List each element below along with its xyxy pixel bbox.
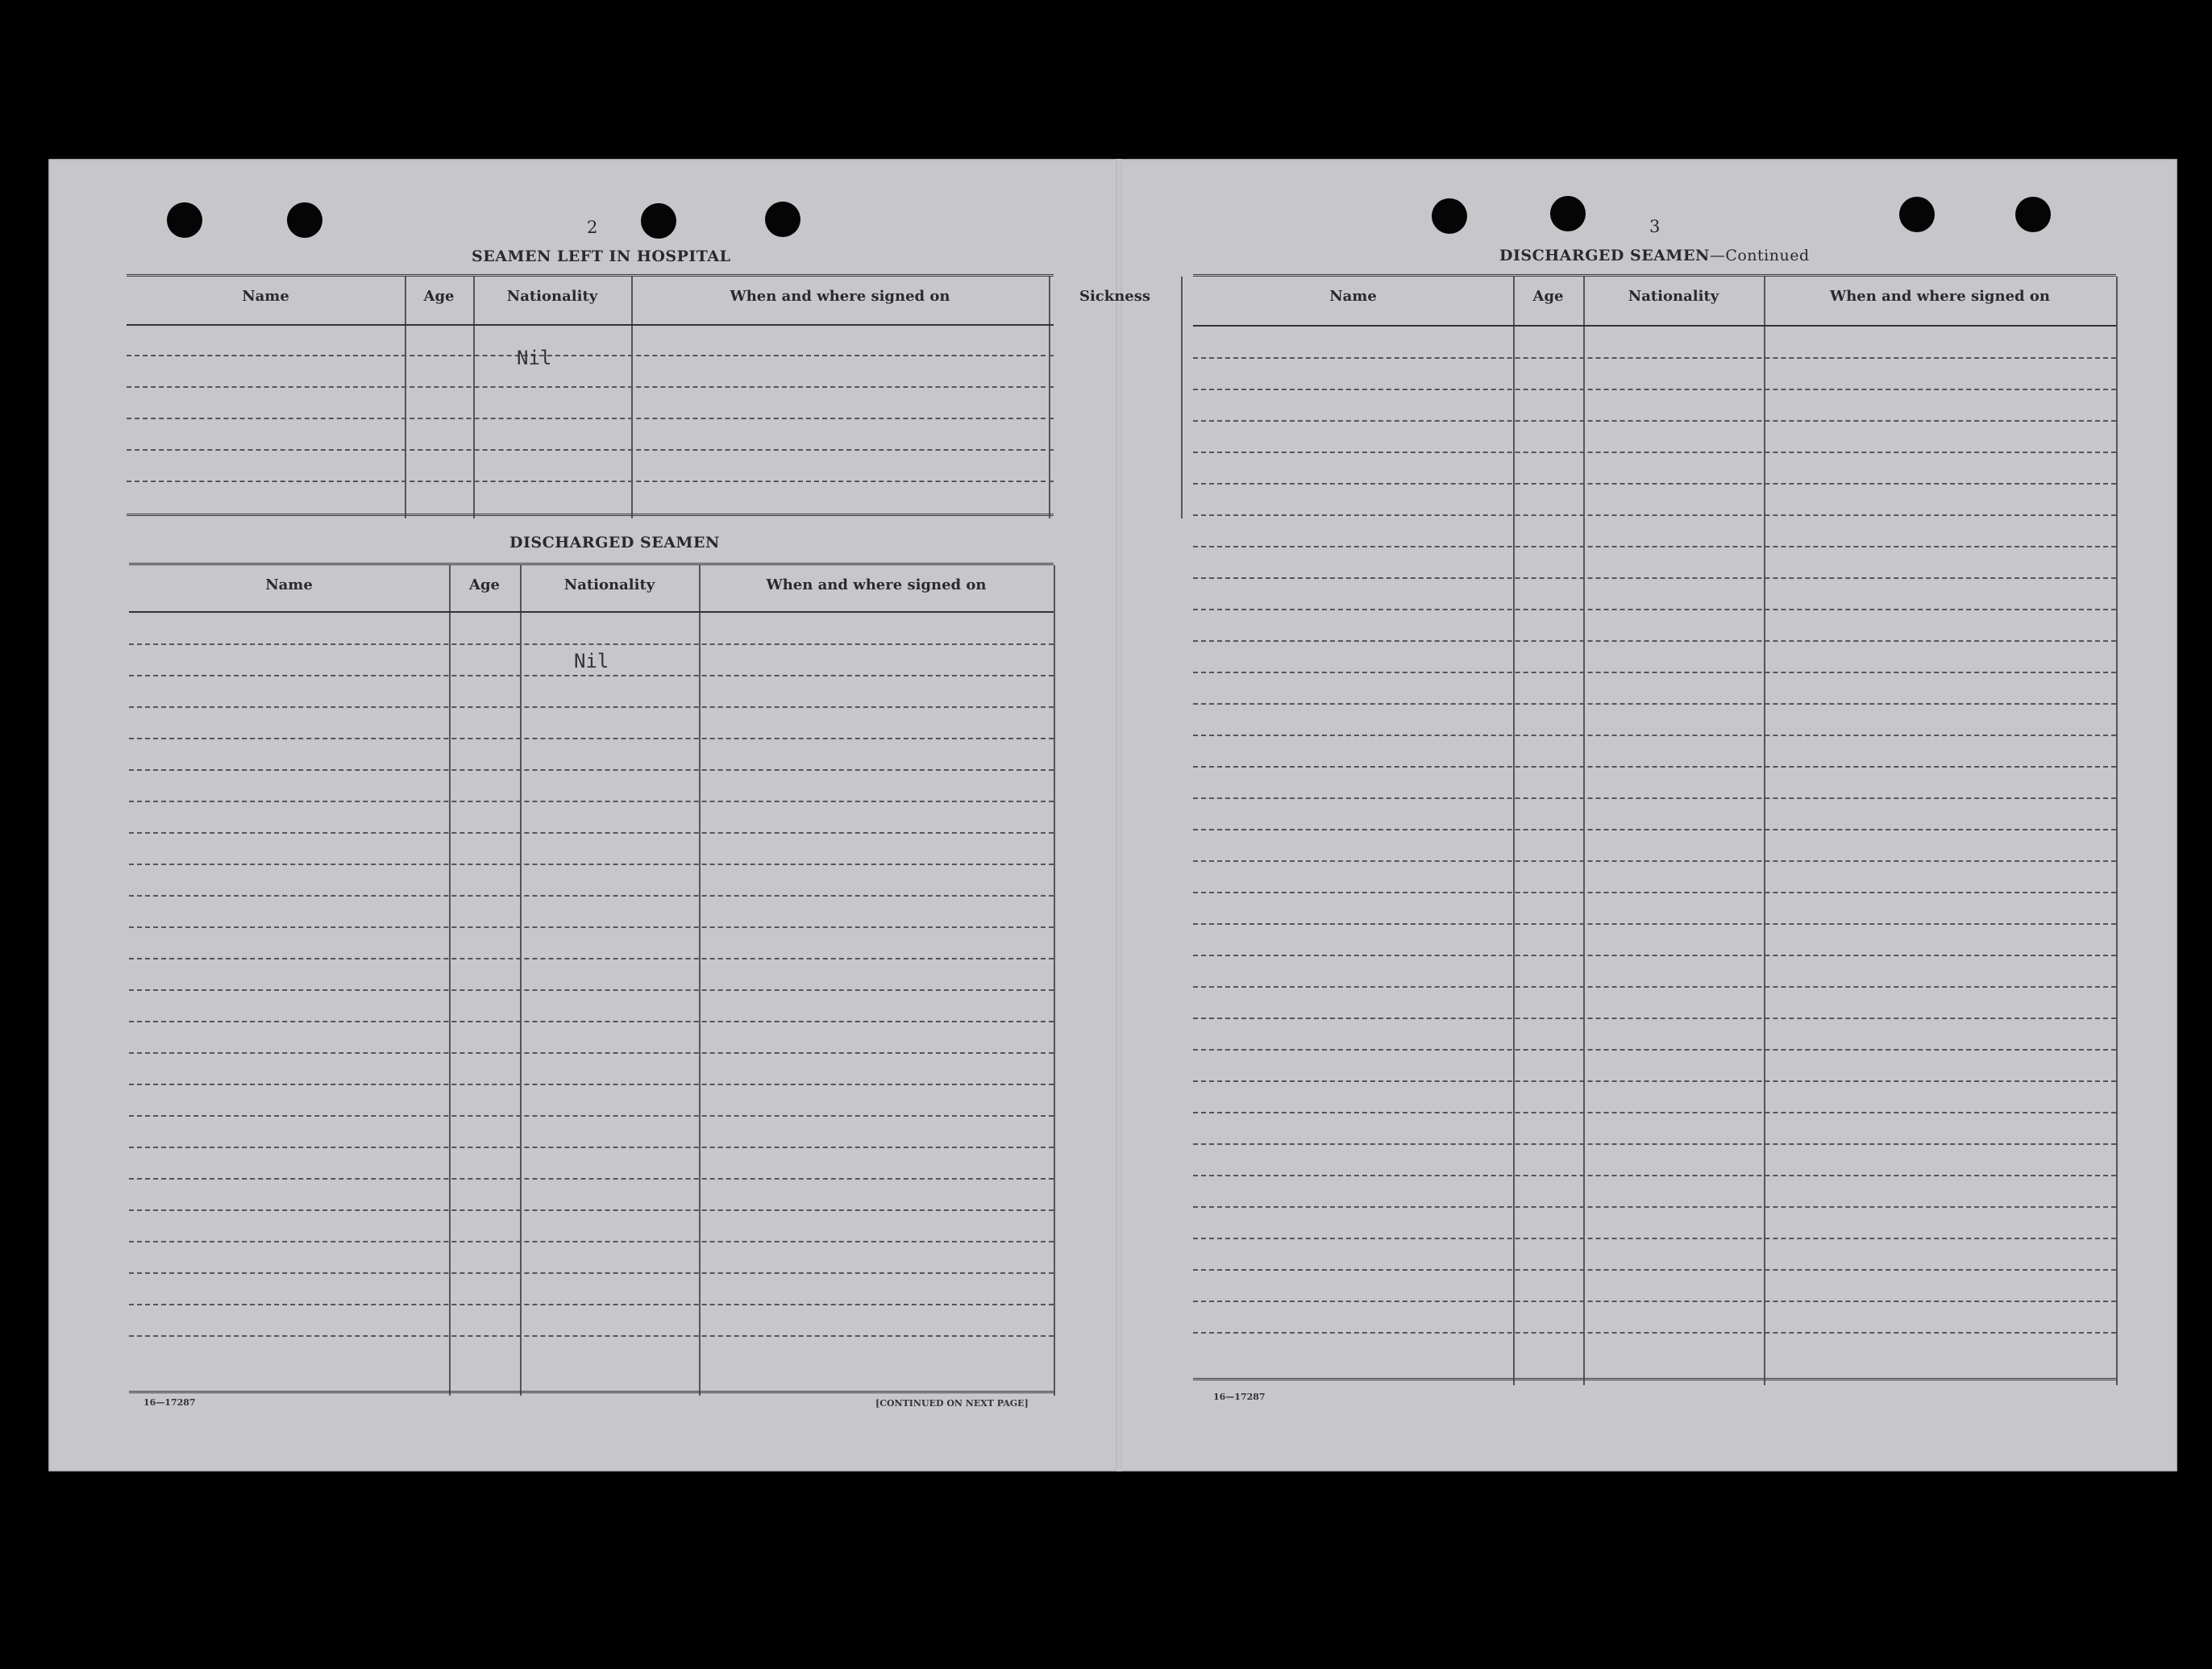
table-row: [1193, 1238, 2116, 1239]
table-row: [1193, 1175, 2116, 1176]
column-header: When and where signed on: [730, 288, 950, 305]
column-header: Nationality: [506, 288, 598, 305]
column-header: When and where signed on: [1830, 288, 2050, 305]
left-form-number: 16—17287: [143, 1397, 196, 1408]
hospital-nil-entry: Nil: [517, 347, 552, 369]
continued-note: [CONTINUED ON NEXT PAGE]: [875, 1398, 1029, 1409]
right-page-number: 3: [1649, 217, 1661, 236]
hospital-table: [127, 274, 1151, 518]
right-title-suffix: —Continued: [1709, 247, 1810, 264]
table-row: [1193, 357, 2116, 359]
punch-hole: [287, 202, 322, 238]
column-header: Nationality: [1628, 288, 1719, 305]
table-row: [1193, 766, 2116, 768]
table-row: [127, 449, 1054, 451]
column-header: Age: [468, 576, 500, 593]
table-row: [1193, 735, 2116, 736]
table-row: [1193, 797, 2116, 799]
right-section-title: [1499, 247, 1810, 264]
table-row: [1193, 609, 2116, 610]
table-row: [1193, 514, 2116, 516]
table-row: [129, 1272, 1054, 1274]
table-row: [129, 1209, 1054, 1211]
table-row: [129, 1147, 1054, 1148]
punch-hole: [2015, 197, 2051, 232]
hospital-col-sickness: [1049, 277, 1183, 518]
table-row: [129, 1084, 1054, 1085]
table-row: [1193, 452, 2116, 453]
table-row: [127, 418, 1054, 419]
table-row: [1193, 389, 2116, 390]
table-row: [1193, 640, 2116, 642]
discharged-col-nationality: [520, 565, 701, 1396]
table-row: [1193, 672, 2116, 673]
right-title-main: DISCHARGED SEAMEN: [1499, 247, 1710, 264]
table-row: [1193, 986, 2116, 988]
table-row: [1193, 577, 2116, 579]
table-row: [129, 1052, 1054, 1054]
table-row: [129, 1335, 1054, 1337]
table-row: [129, 989, 1054, 991]
right-form-number: 16—17287: [1213, 1392, 1266, 1402]
hospital-col-age: [405, 277, 475, 518]
table-row: [127, 355, 1054, 356]
discharged-col-signed-on: [1764, 277, 2118, 1385]
table-row: [129, 801, 1054, 802]
table-row: [1193, 1049, 2116, 1051]
table-row: [129, 1178, 1054, 1180]
table-row: [129, 958, 1054, 959]
hospital-section-title: SEAMEN LEFT IN HOSPITAL: [472, 248, 731, 265]
punch-hole: [167, 202, 202, 238]
discharged-table-left: [129, 563, 1054, 1396]
table-row: [129, 1304, 1054, 1305]
table-row: [1193, 1112, 2116, 1113]
table-row: [129, 769, 1054, 771]
hospital-col-name: [127, 277, 406, 518]
discharged-col-age: [449, 565, 522, 1396]
table-row: [129, 1241, 1054, 1242]
table-row: [1193, 1018, 2116, 1019]
table-row: [129, 706, 1054, 708]
table-row: [129, 1115, 1054, 1117]
table-row: [1193, 703, 2116, 705]
table-row: [1193, 829, 2116, 830]
table-row: [1193, 923, 2116, 925]
discharged-col-nationality: [1583, 277, 1765, 1385]
hospital-col-nationality: [473, 277, 633, 518]
table-row: [127, 386, 1054, 388]
table-row: [1193, 420, 2116, 422]
punch-hole: [1550, 196, 1586, 231]
discharged-col-name: [129, 565, 451, 1396]
discharged-col-signed-on: [699, 565, 1055, 1396]
table-row: [129, 738, 1054, 739]
discharged-section-title: DISCHARGED SEAMEN: [509, 534, 720, 551]
column-header: Sickness: [1079, 288, 1151, 305]
left-page-number: 2: [587, 218, 598, 237]
discharged-col-age: [1513, 277, 1585, 1385]
table-row: [129, 1021, 1054, 1022]
table-row: [1193, 483, 2116, 485]
punch-hole: [1899, 197, 1935, 232]
table-row: [129, 643, 1054, 645]
table-row: [1193, 892, 2116, 893]
table-row: [129, 832, 1054, 834]
column-header: When and where signed on: [766, 576, 987, 593]
punch-hole: [1432, 198, 1467, 234]
punch-hole: [765, 202, 800, 237]
table-row: [129, 864, 1054, 865]
table-row: [129, 895, 1054, 897]
table-row: [129, 926, 1054, 928]
table-row: [1193, 1143, 2116, 1145]
table-row: [1193, 1206, 2116, 1208]
column-header: Age: [1532, 288, 1564, 305]
hospital-col-signed-on: [631, 277, 1050, 518]
column-header: Name: [242, 288, 289, 305]
table-row: [1193, 860, 2116, 862]
column-header: Age: [423, 288, 455, 305]
column-header: Name: [265, 576, 313, 593]
table-row: [1193, 1269, 2116, 1271]
table-row: [1193, 546, 2116, 547]
column-header: Nationality: [563, 576, 655, 593]
discharged-nil-entry: Nil: [574, 650, 609, 672]
table-row: [1193, 1301, 2116, 1302]
discharged-table-right: [1193, 274, 2116, 1385]
table-row: [127, 481, 1054, 482]
table-row: [129, 675, 1054, 676]
table-row: [1193, 1332, 2116, 1334]
column-header: Name: [1329, 288, 1377, 305]
discharged-col-name: [1193, 277, 1515, 1385]
table-row: [1193, 955, 2116, 956]
table-row: [1193, 1080, 2116, 1082]
punch-hole: [641, 203, 676, 239]
